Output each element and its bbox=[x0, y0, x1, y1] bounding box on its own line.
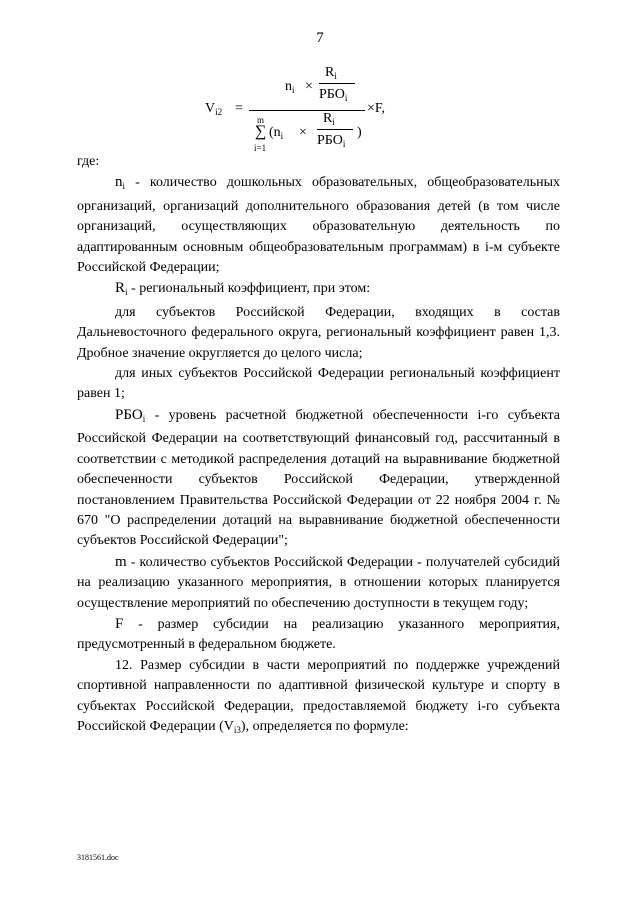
denominator-n: ($n_i$ bbox=[269, 125, 284, 141]
symbol-r: $R_i$ bbox=[115, 280, 128, 298]
numerator-times: × bbox=[305, 79, 313, 94]
sum-sign: ∑ bbox=[255, 123, 267, 140]
numerator-rbo: $РБО_i$ bbox=[319, 87, 348, 103]
formula-tail: ×F, bbox=[367, 101, 386, 116]
sum-lower-limit: i=1 bbox=[254, 143, 267, 153]
denominator-rbo: $РБО_i$ bbox=[317, 133, 346, 149]
document-body bbox=[77, 152, 560, 740]
symbol-f: F bbox=[115, 615, 124, 632]
symbol-n: $n_i$ bbox=[115, 174, 126, 192]
numerator-n: $n_i$ bbox=[285, 79, 295, 95]
definition-r: $R_i$ - региональный коэффициент, при этом: bbox=[115, 280, 371, 298]
sum-upper-limit: m bbox=[257, 115, 265, 125]
where-label: где: bbox=[77, 154, 100, 169]
definition-m: m - количество субъектов Российской Федерации - получателей субсидий на реализацию указанного мероприятия, в отношении которых планируется осуществление мероприятий по обеспечению доступности в текущем году; bbox=[77, 553, 560, 611]
numerator-fraction-bar bbox=[319, 83, 355, 84]
denominator-times: × bbox=[299, 125, 307, 140]
numerator-r: $R_i$ bbox=[325, 65, 337, 81]
definition-rbo: $РБО_i$ - уровень расчетной бюджетной обеспеченности i-го субъекта Российской Федерации на соответствующий финансовый год, рассчитанный в соответствии с методикой распределения дотаций на выравнивание бюджетной обеспеченности субъектов Российской Федерации, утвержденной постановлением Правительства Российской Федерации от 22 ноября 2004 г. № 670 "О распределении дотаций на выравнивание бюджетной обеспеченности субъектов Российской Федерации"; bbox=[77, 406, 560, 549]
definition-n: $n_i$ - количество дошкольных образовательных, общеобразовательных организаций, организаций дополнительного образования детей (в том числе организаций, осуществляющих образовательную деятельность по адаптированным основным общеобразовательным программам) в i-м субъекте Российской Федерации; bbox=[77, 174, 560, 276]
denominator-close: ) bbox=[357, 125, 362, 140]
formula-equals: = bbox=[235, 101, 243, 116]
other-regions-coefficient: для иных субъектов Российской Федерации региональный коэффициент равен 1; bbox=[77, 366, 560, 402]
denominator-r: $R_i$ bbox=[323, 111, 335, 127]
denominator-fraction-bar bbox=[317, 129, 353, 130]
symbol-rbo: $РБО_i$ bbox=[115, 406, 146, 424]
formula-v-i2 bbox=[205, 64, 465, 156]
far-east-coefficient: для субъектов Российской Федерации, входящих в состав Дальневосточного федерального округа, региональный коэффициент равен 1,3. Дробное значение округляется до целого числа; bbox=[77, 304, 560, 361]
footer-filename: 3181561.doc bbox=[77, 853, 119, 862]
page-number: 7 bbox=[316, 30, 324, 46]
symbol-m: m bbox=[115, 553, 127, 570]
formula-lhs: $V_{i2}$ bbox=[205, 101, 223, 117]
definition-f: F - размер субсидии на реализацию указанного мероприятия, предусмотренный в федеральном бюджете. bbox=[77, 615, 560, 653]
main-fraction-bar bbox=[249, 110, 365, 111]
item-12-paragraph: 12. Размер субсидии в части мероприятий по поддержке учреждений спортивной направленности по адаптивной физической культуре и спорту в субъектах Российской Федерации, предоставляемой бюджету i-го субъекта Российской Федерации $(V_{i3})$, определяется по формуле: bbox=[77, 657, 560, 735]
